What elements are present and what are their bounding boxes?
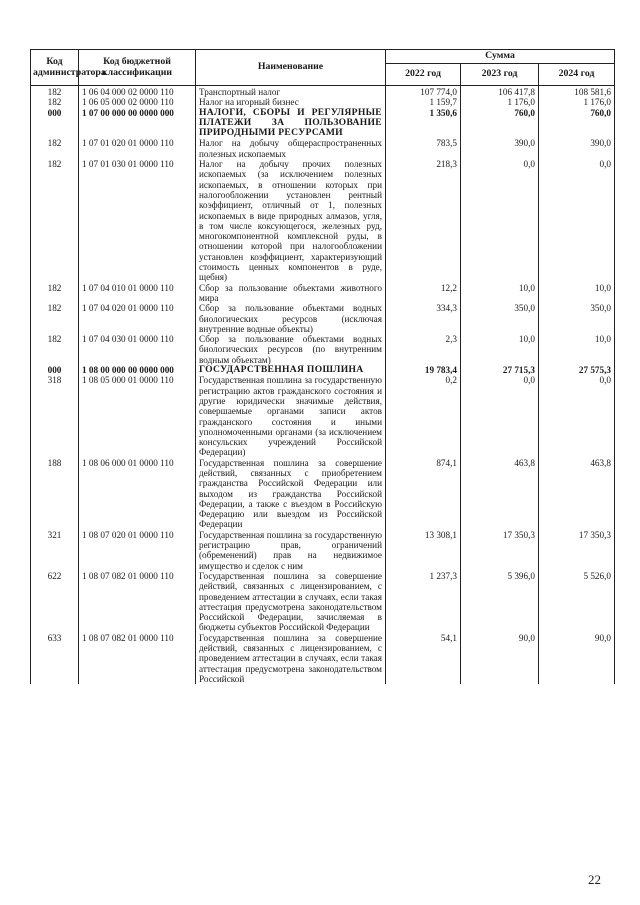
name-cell: Налог на добычу прочих полезных ископаемых (за исключением полезных ископаемых, в отношении которых при налогообложении установлен рентный коэффициент, отличный от 1, полезных ископаемых в виде природных алмазов, угля, в том числе коксующегося, железных руд, многокомпонентной комплексной руды, в отношении которой при налогообложении установлен коэффициент, характеризующий стоимость ценных компонентов в руде, щебня) [196, 159, 386, 283]
name-cell: Сбор за пользование объектами водных биологических ресурсов (исключая внутренние водные объекты) [196, 303, 386, 334]
admin-code-cell: 182 [31, 97, 79, 107]
table-row [31, 530, 615, 571]
sum-2022-cell: 107 774,0 [386, 86, 461, 98]
budget-code-cell: 1 08 07 082 01 0000 110 [79, 571, 196, 633]
sum-2023-cell: 0,0 [461, 159, 539, 283]
header-admin-code: Код администратора [31, 50, 79, 86]
table-row [31, 303, 615, 334]
budget-code-cell: 1 07 01 020 01 0000 110 [79, 138, 196, 159]
admin-code-cell: 622 [31, 571, 79, 633]
name-cell: Налог на добычу общераспространенных полезных ископаемых [196, 138, 386, 159]
sum-2023-cell: 90,0 [461, 633, 539, 684]
admin-code-cell: 000 [31, 365, 79, 375]
budget-code-cell: 1 07 04 010 01 0000 110 [79, 283, 196, 304]
name-cell: Сбор за пользование объектами водных биологических ресурсов (по внутренним водным объектам) [196, 334, 386, 365]
table-row [31, 283, 615, 304]
sum-2024-cell: 90,0 [539, 633, 615, 684]
table-row [31, 375, 615, 457]
sum-2023-cell: 5 396,0 [461, 571, 539, 633]
budget-code-cell: 1 07 04 030 01 0000 110 [79, 334, 196, 365]
sum-2022-cell: 1 350,6 [386, 108, 461, 139]
sum-2023-cell: 10,0 [461, 334, 539, 365]
admin-code-cell: 321 [31, 530, 79, 571]
sum-2023-cell: 463,8 [461, 458, 539, 530]
sum-2023-cell: 10,0 [461, 283, 539, 304]
name-cell: Государственная пошлина за государственную регистрацию актов гражданского состояния и другие юридически значимые действия, совершаемые органами записи актов гражданского состояния и иными уполномоченными органами (за исключением консульских учреждений Российской Федерации) [196, 375, 386, 457]
budget-code-cell: 1 06 04 000 02 0000 110 [79, 86, 196, 98]
sum-2023-cell: 760,0 [461, 108, 539, 139]
admin-code-cell: 182 [31, 86, 79, 98]
header-year-2024: 2024 год [539, 64, 615, 86]
table-row [31, 365, 615, 375]
admin-code-cell: 000 [31, 108, 79, 139]
name-cell: Государственная пошлина за совершение действий, связанных с лицензированием, с проведением аттестации в случаях, если такая аттестация предусмотрена законодательством Российской Федерации, зачисляемая в бюджеты субъектов Российской Федерации [196, 571, 386, 633]
header-budget-code: Код бюджетной классификации [79, 50, 196, 86]
sum-2023-cell: 1 176,0 [461, 97, 539, 107]
name-cell: НАЛОГИ, СБОРЫ И РЕГУЛЯРНЫЕ ПЛАТЕЖИ ЗА ПОЛЬЗОВАНИЕ ПРИРОДНЫМИ РЕСУРСАМИ [196, 108, 386, 139]
sum-2024-cell: 17 350,3 [539, 530, 615, 571]
sum-2022-cell: 19 783,4 [386, 365, 461, 375]
sum-2023-cell: 0,0 [461, 375, 539, 457]
header-name: Наименование [196, 50, 386, 86]
sum-2022-cell: 1 237,3 [386, 571, 461, 633]
admin-code-cell: 182 [31, 159, 79, 283]
admin-code-cell: 318 [31, 375, 79, 457]
sum-2023-cell: 106 417,8 [461, 86, 539, 98]
budget-code-cell: 1 06 05 000 02 0000 110 [79, 97, 196, 107]
budget-code-cell: 1 08 00 000 00 0000 000 [79, 365, 196, 375]
name-cell: Транспортный налог [196, 86, 386, 98]
admin-code-cell: 182 [31, 334, 79, 365]
table-row [31, 86, 615, 98]
sum-2022-cell: 1 159,7 [386, 97, 461, 107]
sum-2024-cell: 108 581,6 [539, 86, 615, 98]
sum-2022-cell: 783,5 [386, 138, 461, 159]
name-cell: Налог на игорный бизнес [196, 97, 386, 107]
sum-2022-cell: 0,2 [386, 375, 461, 457]
table-row [31, 108, 615, 139]
table-row [31, 571, 615, 633]
name-cell: Сбор за пользование объектами животного мира [196, 283, 386, 304]
budget-revenue-table [30, 49, 615, 684]
budget-code-cell: 1 08 06 000 01 0000 110 [79, 458, 196, 530]
sum-2022-cell: 334,3 [386, 303, 461, 334]
sum-2024-cell: 0,0 [539, 375, 615, 457]
sum-2022-cell: 12,2 [386, 283, 461, 304]
sum-2022-cell: 874,1 [386, 458, 461, 530]
table-row [31, 633, 615, 684]
header-year-2022: 2022 год [386, 64, 461, 86]
admin-code-cell: 182 [31, 283, 79, 304]
sum-2024-cell: 0,0 [539, 159, 615, 283]
budget-code-cell: 1 08 07 082 01 0000 110 [79, 633, 196, 684]
name-cell: Государственная пошлина за совершение действий, связанных с лицензированием, с проведением аттестации в случаях, если такая аттестация предусмотрена законодательством Российской [196, 633, 386, 684]
sum-2024-cell: 10,0 [539, 283, 615, 304]
sum-2022-cell: 13 308,1 [386, 530, 461, 571]
budget-code-cell: 1 08 05 000 01 0000 110 [79, 375, 196, 457]
sum-2024-cell: 27 575,3 [539, 365, 615, 375]
admin-code-cell: 633 [31, 633, 79, 684]
budget-code-cell: 1 07 01 030 01 0000 110 [79, 159, 196, 283]
admin-code-cell: 188 [31, 458, 79, 530]
table-row [31, 138, 615, 159]
name-cell: ГОСУДАРСТВЕННАЯ ПОШЛИНА [196, 365, 386, 375]
budget-code-cell: 1 07 04 020 01 0000 110 [79, 303, 196, 334]
sum-2023-cell: 17 350,3 [461, 530, 539, 571]
table-body [31, 86, 615, 685]
sum-2024-cell: 463,8 [539, 458, 615, 530]
table-row [31, 159, 615, 283]
sum-2022-cell: 2,3 [386, 334, 461, 365]
sum-2022-cell: 54,1 [386, 633, 461, 684]
admin-code-cell: 182 [31, 138, 79, 159]
table-row [31, 334, 615, 365]
sum-2023-cell: 390,0 [461, 138, 539, 159]
sum-2024-cell: 10,0 [539, 334, 615, 365]
budget-code-cell: 1 08 07 020 01 0000 110 [79, 530, 196, 571]
sum-2024-cell: 350,0 [539, 303, 615, 334]
sum-2024-cell: 5 526,0 [539, 571, 615, 633]
sum-2022-cell: 218,3 [386, 159, 461, 283]
sum-2023-cell: 350,0 [461, 303, 539, 334]
header-sum: Сумма [386, 50, 615, 64]
header-year-2023: 2023 год [461, 64, 539, 86]
sum-2024-cell: 760,0 [539, 108, 615, 139]
budget-code-cell: 1 07 00 000 00 0000 000 [79, 108, 196, 139]
admin-code-cell: 182 [31, 303, 79, 334]
name-cell: Государственная пошлина за совершение действий, связанных с приобретением гражданства Российской Федерации или выходом из гражданства Российской Федерации, а также с въездом в Российскую Федерацию или выездом из Российской Федерации [196, 458, 386, 530]
sum-2024-cell: 1 176,0 [539, 97, 615, 107]
name-cell: Государственная пошлина за государственную регистрацию прав, ограничений (обременений) прав на недвижимое имущество и сделок с ним [196, 530, 386, 571]
sum-2023-cell: 27 715,3 [461, 365, 539, 375]
page-number: 22 [588, 872, 601, 887]
sum-2024-cell: 390,0 [539, 138, 615, 159]
table-row [31, 458, 615, 530]
